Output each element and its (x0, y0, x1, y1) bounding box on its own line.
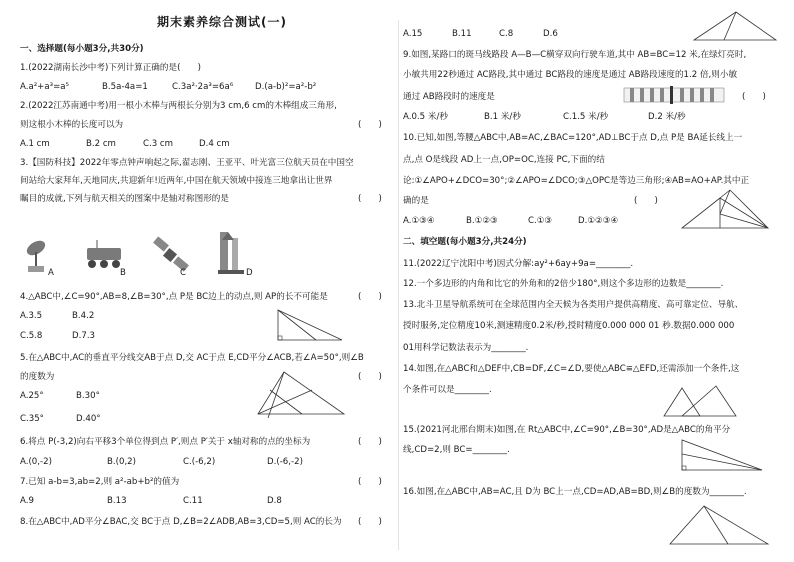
page-title: 期末素养综合测试(一) (157, 15, 287, 29)
q7-stem: 7.已知 a-b=3,ab=2,则 a²-ab+b²的值为 (20, 477, 180, 487)
q15-stem-line1: 15.(2021河北邢台期末)如图,在 Rt△ABC中,∠C=90°,∠B=30°,AD是△ABC的角平分 (403, 425, 731, 435)
q1-stem: 1.(2022湖南长沙中考)下列计算正确的是( ) (20, 63, 201, 73)
q9-option-a: A.0.5 米/秒 (403, 112, 448, 122)
q9-answer-paren: ( ) (742, 92, 766, 102)
q8-option-a: A.15 (403, 29, 423, 39)
q9-option-b: B.1 米/秒 (484, 112, 521, 122)
q14-stem-line1: 14.如图,在△ABC和△DEF中,CB=DF,∠C=∠D,要使△ABC≌△EFD,还需添加一个条件,这 (403, 364, 740, 374)
q10-stem-line4: 确的是 (403, 196, 429, 206)
q8-answer-paren: ( ) (358, 517, 382, 527)
q10-option-c: C.①③ (528, 216, 553, 226)
q10-answer-paren: ( ) (634, 196, 658, 206)
q8-option-c: C.8 (499, 29, 514, 39)
q13-stem-line1: 13.北斗卫星导航系统可在全球范围内全天候为各类用户提供高精度、高可靠定位、导航、 (403, 300, 744, 310)
q10-option-a: A.①③④ (403, 216, 435, 226)
q4-option-b: B.4.2 (72, 311, 95, 321)
q4-option-c: C.5.8 (20, 331, 43, 341)
column-divider (398, 20, 399, 550)
q6-option-d: D.(-6,-2) (267, 457, 303, 467)
q12-stem: 12.一个多边形的内角和比它的外角和的2倍少180°,则这个多边形的边数是________. (403, 279, 724, 289)
q4-option-d: D.7.3 (72, 331, 96, 341)
q6-stem: 6.将点 P(-3,2)向右平移3个单位得到点 P′,则点 P′关于 x轴对称的点的坐标为 (20, 437, 311, 447)
section-choice-heading: 一、选择题(每小题3分,共30分) (20, 44, 144, 54)
q7-option-c: C.11 (183, 496, 203, 506)
q2-stem-line2: 则这根小木棒的长度可以为 (20, 120, 124, 130)
q5-option-c: C.35° (20, 414, 44, 424)
q7-answer-paren: ( ) (358, 477, 382, 487)
q13-stem-line3: 01用科学记数法表示为________. (403, 343, 529, 353)
q5-option-b: B.30° (76, 391, 100, 401)
q9-crosswalk-figure (620, 84, 730, 108)
q4-stem: 4.△ABC中,∠C=90°,AB=8,∠B=30°,点 P是 BC边上的动点,则 AP的长不可能是 (20, 292, 328, 302)
q3-figure-row (22, 232, 322, 280)
launch-tower-icon (218, 232, 244, 274)
q6-option-c: C.(-6,2) (183, 457, 216, 467)
q11-stem: 11.(2022辽宁沈阳中考)因式分解:ay²+6ay+9a=________. (403, 259, 634, 269)
q10-triangle-figure (676, 188, 776, 234)
q7-option-b: B.13 (107, 496, 127, 506)
q10-stem-line3: 论:①∠APO+∠DCO=30°;②∠APO=∠DCO;③△OPC是等边三角形;④AB=AO+AP.其中正 (403, 176, 750, 186)
q5-triangle-figure (250, 368, 350, 420)
q6-option-a: A.(0,-2) (20, 457, 52, 467)
q5-stem-line1: 5.在△ABC中,AC的垂直平分线交AB于点 D,交 AC于点 E,CD平分∠ACB,若∠A=50°,则∠B (20, 353, 364, 363)
q16-triangle-figure (664, 500, 774, 550)
q7-option-d: D.8 (267, 496, 282, 506)
q5-option-d: D.40° (76, 414, 101, 424)
q9-stem-line3: 通过 AB路段时的速度是 (403, 92, 495, 102)
lunar-rover-icon (87, 240, 121, 268)
q3-label-b: B (120, 268, 126, 278)
q3-stem-line3: 瞩目的成就,下列与航天相关的图案中是轴对称图形的是 (20, 194, 229, 204)
q1-option-d: D.(a-b)²=a²-b² (255, 82, 317, 92)
q10-option-d: D.①②③④ (578, 216, 619, 226)
q8-option-d: D.6 (543, 29, 558, 39)
q2-answer-paren: ( ) (358, 120, 382, 130)
satellite-icon (153, 236, 189, 271)
q2-option-a: A.1 cm (20, 139, 50, 149)
q9-option-d: D.2 米/秒 (648, 112, 686, 122)
q16-stem: 16.如图,在△ABC中,AB=AC,且 D为 BC上一点,CD=AD,AB=BD,则∠B的度数为________. (403, 487, 747, 497)
q10-stem-line1: 10.已知,如图,等腰△ABC中,AB=AC,∠BAC=120°,AD⊥BC于点 D,点 P是 BA延长线上一 (403, 133, 743, 143)
q9-stem-line2: 小敏共用22秒通过 AC路段,其中通过 BC路段的速度是通过 AB路段速度的1.2 倍,则小敏 (403, 70, 738, 80)
q1-option-b: B.5a-4a=1 (102, 82, 148, 92)
q14-stem-line2: 个条件可以是________. (403, 385, 492, 395)
q8-triangle-figure (690, 10, 780, 44)
q14-triangles-figure (660, 382, 740, 420)
q2-option-b: B.2 cm (86, 139, 116, 149)
q2-stem-line1: 2.(2022江苏南通中考)用一根小木棒与两根长分别为3 cm,6 cm的木棒组成三角形, (20, 101, 337, 111)
q5-option-a: A.25° (20, 391, 44, 401)
q9-option-c: C.1.5 米/秒 (563, 112, 609, 122)
q15-triangle-figure (676, 436, 768, 476)
q15-stem-line2: 线,CD=2,则 BC=________. (403, 445, 510, 455)
q3-label-a: A (48, 268, 54, 278)
q10-stem-line2: 点,点 O是线段 AD上一点,OP=OC,连接 PC,下面的结 (403, 155, 605, 165)
q4-answer-paren: ( ) (358, 292, 382, 302)
q10-option-b: B.①②③ (466, 216, 498, 226)
q7-option-a: A.9 (20, 496, 34, 506)
q5-answer-paren: ( ) (358, 372, 382, 382)
q6-answer-paren: ( ) (358, 437, 382, 447)
q8-option-b: B.11 (452, 29, 472, 39)
q13-stem-line2: 授时服务,定位精度10米,测速精度0.2米/秒,授时精度0.000 000 01 秒.数据0.000 000 (403, 321, 735, 331)
q2-option-c: C.3 cm (143, 139, 174, 149)
q3-stem-line2: 间站给大家拜年,天地同庆,共迎新年!近两年,中国在航天领域中接连三地拿出让世界 (20, 176, 333, 186)
q3-label-d: D (246, 268, 253, 278)
q2-option-d: D.4 cm (199, 139, 230, 149)
q4-option-a: A.3.5 (20, 311, 43, 321)
q3-label-c: C (180, 268, 187, 278)
q3-stem-line1: 3.【国防科技】2022年零点钟声响起之际,翟志刚、王亚平、叶光富三位航天员在中国空 (20, 158, 354, 168)
q9-stem-line1: 9.如图,某路口的斑马线路段 A—B—C横穿双向行驶车道,其中 AB=BC=12 米,在绿灯亮时, (403, 50, 747, 60)
q1-option-c: C.3a²·2a³=6a⁶ (172, 82, 234, 92)
q5-stem-line2: 的度数为 (20, 372, 55, 382)
radar-dish-icon (24, 238, 47, 272)
q6-option-b: B.(0,2) (107, 457, 136, 467)
q1-option-a: A.a²+a³=a⁵ (20, 82, 69, 92)
q8-stem: 8.在△ABC中,AD平分∠BAC,交 BC于点 D,∠B=2∠ADB,AB=3,CD=5,则 AC的长为 (20, 517, 342, 527)
q4-triangle-figure (268, 306, 348, 346)
section-fill-heading: 二、填空题(每小题3分,共24分) (403, 237, 527, 247)
q3-answer-paren: ( ) (358, 194, 382, 204)
